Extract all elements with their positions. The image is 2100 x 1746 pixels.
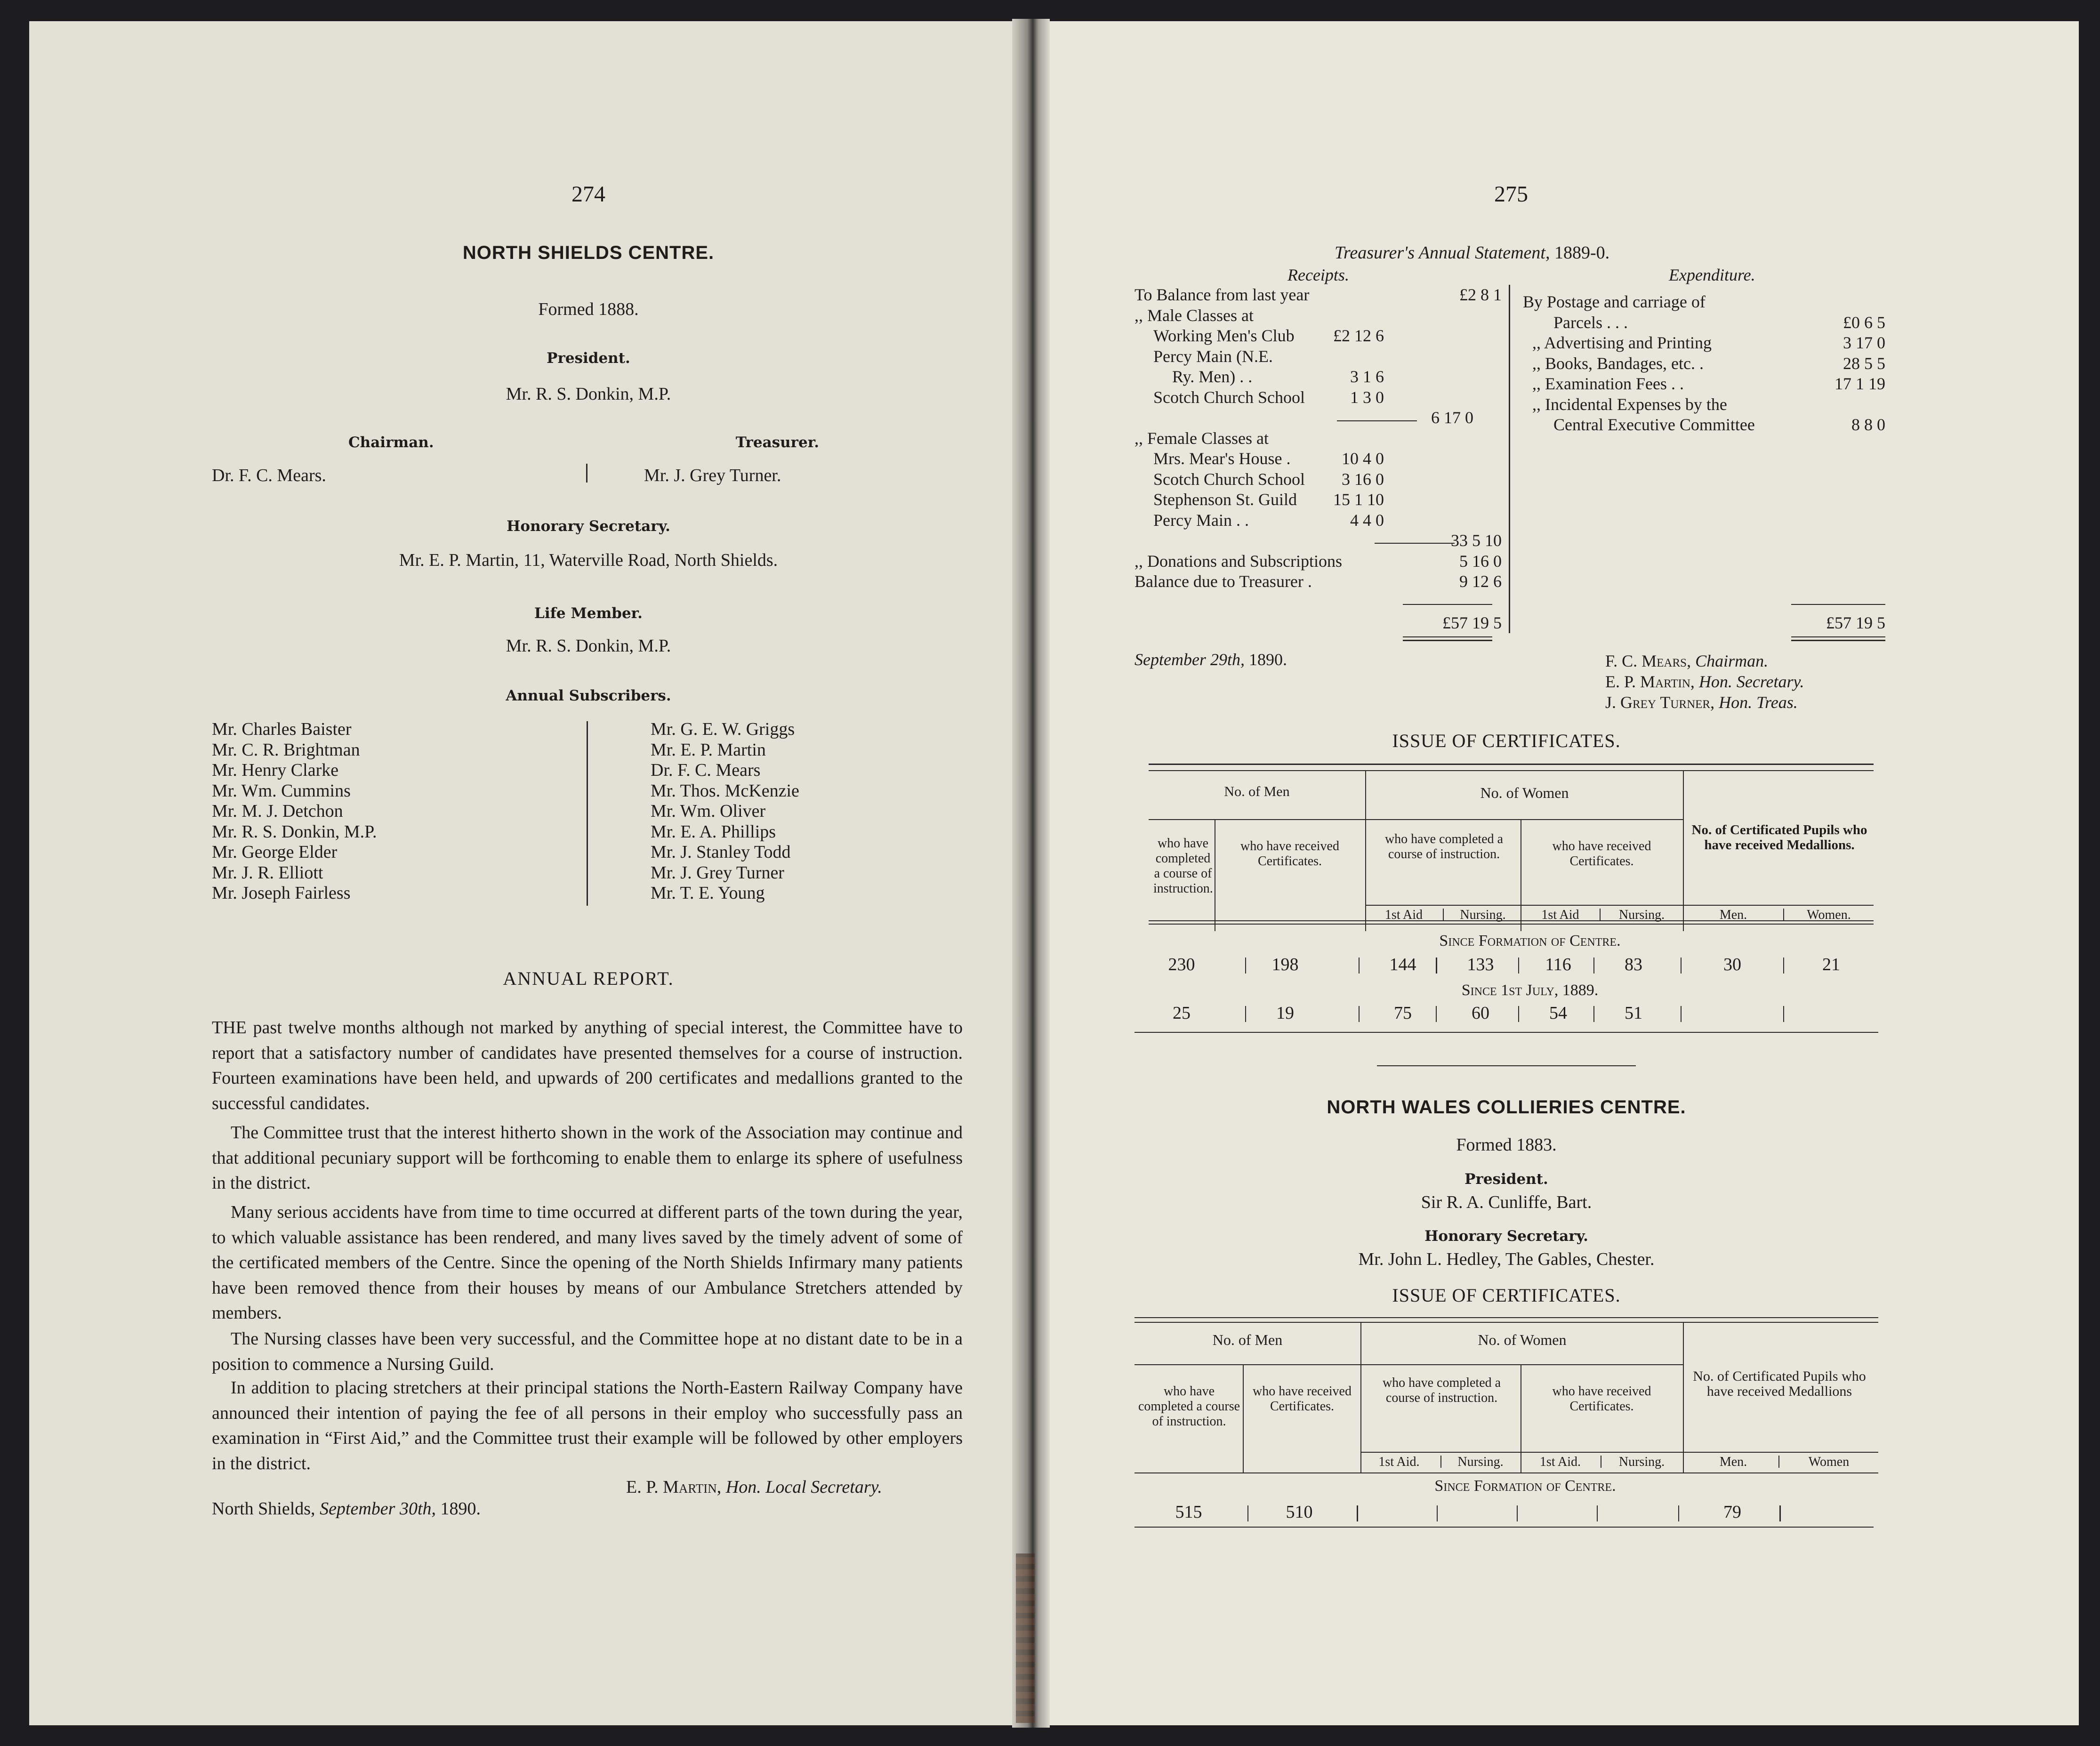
statement-title [1335,242,1609,263]
since-formation-label: Since Formation of Centre. [1434,1477,1616,1495]
subscriber: Mr. M. J. Detchon [212,801,343,821]
report-paragraph: The Committee trust that the interest hitherto shown in the work of the Association may continue and that additional pecuniary support will be forthcoming to enable them to enlarge its sphere of usefulness in the district. [212,1123,963,1193]
since-formation-label: Since Formation of Centre. [1439,932,1621,949]
report-date: September 30th, [320,1499,436,1519]
signatory-name: E. P. Martin, [1605,672,1695,691]
subscriber: Mr. J. Stanley Todd [651,842,791,862]
men-received-header: who have received Certificates. [1240,839,1339,869]
women-completed-header: who have completed a course of instruction. [1384,832,1504,861]
signature-name: E. P. Martin, [626,1477,722,1497]
receipt-line: Percy Main (N.E. [1153,346,1273,366]
report-paragraph: In addition to placing stretchers at their principal stations the North-Eastern Railway Company have announced their intention of paying the fee of all persons in their employ who successfully pass an examination in “First Aid,” and the Committee trust their example will be followed by other employers in the district. [212,1378,963,1473]
issue-heading-1: ISSUE OF CERTIFICATES. [1392,730,1621,751]
statement-year: 1889-0. [1554,243,1610,263]
receipt-amount: 15 1 10 [1333,490,1384,509]
expenditure-heading: Expenditure. [1669,266,1755,284]
receipt-line: To Balance from last year [1134,285,1310,304]
table-cell: 51 [1625,1003,1642,1023]
sub-header-nursing: Nursing. [1457,1455,1504,1469]
expenditure-amount: 28 5 5 [1843,354,1885,373]
sub-header-nursing: Nursing. [1618,1455,1665,1469]
subscriber: Mr. George Elder [212,842,338,862]
signatory-role: Hon. Secretary. [1698,672,1804,691]
sub-header-women: Women [1808,1455,1850,1469]
total-rule [1791,604,1885,605]
statement-title-text: Treasurer's Annual Statement, [1335,243,1550,263]
column-divider [586,464,587,483]
signatories [1605,651,1804,713]
report-paragraph: Many serious accidents have from time to time occurred at different parts of the town during the year, to which valuable assistance has been rendered, and many lives saved by the timely advent of some of the certificated members of the Centre. Since the opening of the North Shields Infirmary many patients have been removed thence from their houses by means of our Ambulance Stretchers attended by members. [212,1202,963,1323]
statement-dateline [1134,650,1287,669]
medallions-header: No. of Certificated Pupils who have received Medallions [1693,1368,1866,1399]
table-cell: 60 [1472,1003,1489,1023]
women-heading: No. of Women [1478,1331,1567,1348]
receipt-amount: 10 4 0 [1342,449,1384,468]
men-completed-header: who have completed a course of instruction. [1153,836,1213,896]
statement-divider [1509,285,1510,633]
receipt-line: ,, Donations and Subscriptions [1134,551,1342,571]
chairman-name: Dr. F. C. Mears. [212,466,326,485]
centre-title: NORTH SHIELDS CENTRE. [462,242,715,263]
book-gutter [1012,19,1050,1728]
table-cell: 21 [1822,955,1840,974]
subscriber: Mr. J. R. Elliott [212,862,323,883]
table-cell: 510 [1286,1502,1313,1522]
hon-secretary-heading: Honorary Secretary. [507,518,670,535]
life-member-name: Mr. R. S. Donkin, M.P. [506,636,671,656]
chairman-heading: Chairman. [348,434,434,451]
signatory [1605,651,1804,671]
section-divider [1377,1065,1636,1066]
spine-binding [1016,1553,1035,1723]
table-cell: 83 [1625,955,1642,974]
subscriber: Mr. Wm. Oliver [651,801,766,821]
sub-header-1st-aid: 1st Aid [1541,908,1579,922]
receipt-line: Scotch Church School [1153,469,1305,489]
subscribers-heading: Annual Subscribers. [506,687,671,704]
receipt-line: ,, Male Classes at [1134,306,1254,325]
subscriber: Mr. E. A. Phillips [651,821,776,842]
signatory-name: F. C. Mears, [1605,652,1691,670]
signatory-name: J. Grey Turner, [1605,693,1715,712]
subscriber: Mr. E. P. Martin [651,740,766,760]
subscriber: Mr. C. R. Brightman [212,740,360,760]
annual-report-heading: ANNUAL REPORT. [503,968,674,989]
medallions-header: No. of Certificated Pupils who have received Medallions. [1691,822,1867,853]
wales-formed-date: Formed 1883. [1456,1135,1557,1155]
table-cell: 19 [1276,1003,1294,1023]
subscriber: Mr. Joseph Fairless [212,883,351,903]
receipts-grand-total: £57 19 5 [1442,613,1502,632]
expenditure-line: Parcels . . . [1553,313,1628,332]
subscriber: Mr. J. Grey Turner [651,862,784,883]
table-cell: 30 [1723,955,1741,974]
receipt-line: Ry. Men) . . [1172,367,1253,386]
subscriber: Mr. R. S. Donkin, M.P. [212,821,377,842]
expenditure-column [1523,292,1885,650]
wales-president-heading: President. [1464,1171,1548,1188]
table-cell: 230 [1168,955,1195,974]
subscriber: Mr. Henry Clarke [212,760,339,780]
expenditure-line: ,, Incidental Expenses by the [1532,394,1727,414]
signatory-role: Chairman. [1695,652,1769,670]
since-july-label: Since 1st July, 1889. [1461,982,1599,999]
receipt-line: Balance due to Treasurer . [1134,572,1312,591]
receipt-line: Working Men's Club [1153,326,1295,345]
report-year: 1890. [440,1499,481,1519]
president-name: Mr. R. S. Donkin, M.P. [506,384,671,404]
receipt-total: 33 5 10 [1451,531,1502,550]
subscriber-divider [587,721,588,906]
signatory-role: Hon. Treas. [1719,693,1798,712]
receipt-line: ,, Female Classes at [1134,428,1269,448]
receipt-amount: 3 1 6 [1350,367,1384,386]
president-heading: President. [547,350,630,367]
wales-centre-title: NORTH WALES COLLIERIES CENTRE. [1327,1097,1686,1118]
receipts-column [1134,285,1502,643]
report-paragraph: THE past twelve months although not marked by anything of special interest, the Committee have to report that a satisfactory number of candidates have presented themselves for a course of instruction. Fourteen examinations have been held, and upwards of 200 certificates and medallions granted to the successful candidates. [212,1018,963,1113]
total-rule [1791,640,1885,641]
report-signature [626,1477,882,1497]
men-received-header: who have received Certificates. [1253,1384,1352,1414]
men-heading: No. of Men [1224,784,1290,799]
table-cell: 25 [1173,1003,1191,1023]
hon-secretary-name: Mr. E. P. Martin, 11, Waterville Road, North Shields. [399,550,778,570]
report-place: North Shields, [212,1499,315,1519]
subscriber: Dr. F. C. Mears [651,760,761,780]
receipt-line: Mrs. Mear's House . [1153,449,1291,468]
life-member-heading: Life Member. [534,605,643,622]
women-received-header: who have received Certificates. [1552,1384,1651,1414]
certificates-table-1 [1134,764,1878,1088]
expenditure-amount: 17 1 19 [1834,374,1885,393]
receipt-line: Scotch Church School [1153,387,1305,407]
wales-secretary-heading: Honorary Secretary. [1424,1228,1588,1245]
expenditure-line: ,, Books, Bandages, etc. . [1532,354,1704,373]
treasurer-name: Mr. J. Grey Turner. [644,466,781,485]
expenditure-line: ,, Examination Fees . . [1532,374,1684,393]
table-cell: 75 [1394,1003,1412,1023]
receipt-subtotal: 6 17 0 [1431,408,1473,427]
sub-header-1st-aid: 1st Aid [1384,908,1423,922]
men-completed-header: who have completed a course of instruction. [1138,1384,1240,1429]
expenditure-amount: 3 17 0 [1843,333,1885,352]
receipt-line: Stephenson St. Guild [1153,490,1297,509]
women-completed-header: who have completed a course of instruction. [1382,1376,1501,1405]
statement-date: September 29th, [1134,650,1245,669]
women-heading: No. of Women [1480,784,1569,801]
subscriber: Mr. Wm. Cummins [212,780,351,801]
men-heading: No. of Men [1212,1331,1283,1348]
receipt-line: Percy Main . . [1153,510,1249,530]
receipt-total: £2 8 1 [1459,285,1502,304]
subscribers-list-left [212,719,551,904]
formed-date: Formed 1888. [538,299,639,319]
treasurer-heading: Treasurer. [735,434,819,451]
signature-role: Hon. Local Secretary. [725,1477,882,1497]
sub-header-nursing: Nursing. [1618,908,1665,922]
table-cell: 144 [1389,955,1416,974]
expenditure-amount: £0 6 5 [1843,313,1885,332]
total-rule [1403,636,1492,637]
table-cell: 198 [1271,955,1299,974]
table-cell: 515 [1175,1502,1202,1522]
women-received-header: who have received Certificates. [1552,839,1651,869]
table-cell: 79 [1723,1502,1741,1522]
signatory [1605,692,1804,713]
total-rule [1791,636,1885,637]
receipt-amount: 1 3 0 [1350,387,1384,407]
page-number-right: 275 [1494,182,1528,207]
signatory [1605,671,1804,692]
sub-header-1st-aid: 1st Aid. [1378,1455,1420,1469]
receipt-amount: 3 16 0 [1342,469,1384,489]
expenditure-line: By Postage and carriage of [1523,292,1706,311]
total-rule [1403,604,1492,605]
subscriber: Mr. Thos. McKenzie [651,780,799,801]
wales-president-name: Sir R. A. Cunliffe, Bart. [1421,1192,1592,1212]
page-number-left: 274 [571,182,605,207]
receipt-amount: £2 12 6 [1333,326,1384,345]
expenditure-amount: 8 8 0 [1851,415,1885,434]
statement-date-year: 1890. [1248,650,1287,669]
table-cell: 116 [1545,955,1571,974]
subscriber: Mr. Charles Baister [212,719,352,739]
total-rule [1403,640,1492,641]
issue-heading-2: ISSUE OF CERTIFICATES. [1392,1285,1621,1306]
sub-header-1st-aid: 1st Aid. [1539,1455,1581,1469]
expenditure-grand-total: £57 19 5 [1826,613,1885,632]
wales-secretary-name: Mr. John L. Hedley, The Gables, Chester. [1358,1249,1655,1269]
table-cell: 133 [1467,955,1494,974]
table-cell: 54 [1549,1003,1567,1023]
sub-header-men: Men. [1719,908,1747,922]
expenditure-line: Central Executive Committee [1553,415,1755,434]
certificates-table-2 [1134,1317,1878,1538]
receipt-total: 9 12 6 [1459,572,1502,591]
expenditure-line: ,, Advertising and Printing [1532,333,1712,352]
subscriber: Mr. T. E. Young [651,883,765,903]
report-dateline [212,1498,481,1519]
subscribers-list-right [651,719,990,904]
sub-header-nursing: Nursing. [1460,908,1506,922]
sub-header-women: Women. [1807,908,1851,922]
subscriber: Mr. G. E. W. Griggs [651,719,795,739]
sub-header-men: Men. [1719,1455,1747,1469]
report-paragraph: The Nursing classes have been very successful, and the Committee hope at no distant date to be in a position to commence a Nursing Guild. [212,1329,963,1374]
receipts-heading: Receipts. [1287,266,1349,284]
receipt-total: 5 16 0 [1459,551,1502,571]
receipt-amount: 4 4 0 [1350,510,1384,530]
